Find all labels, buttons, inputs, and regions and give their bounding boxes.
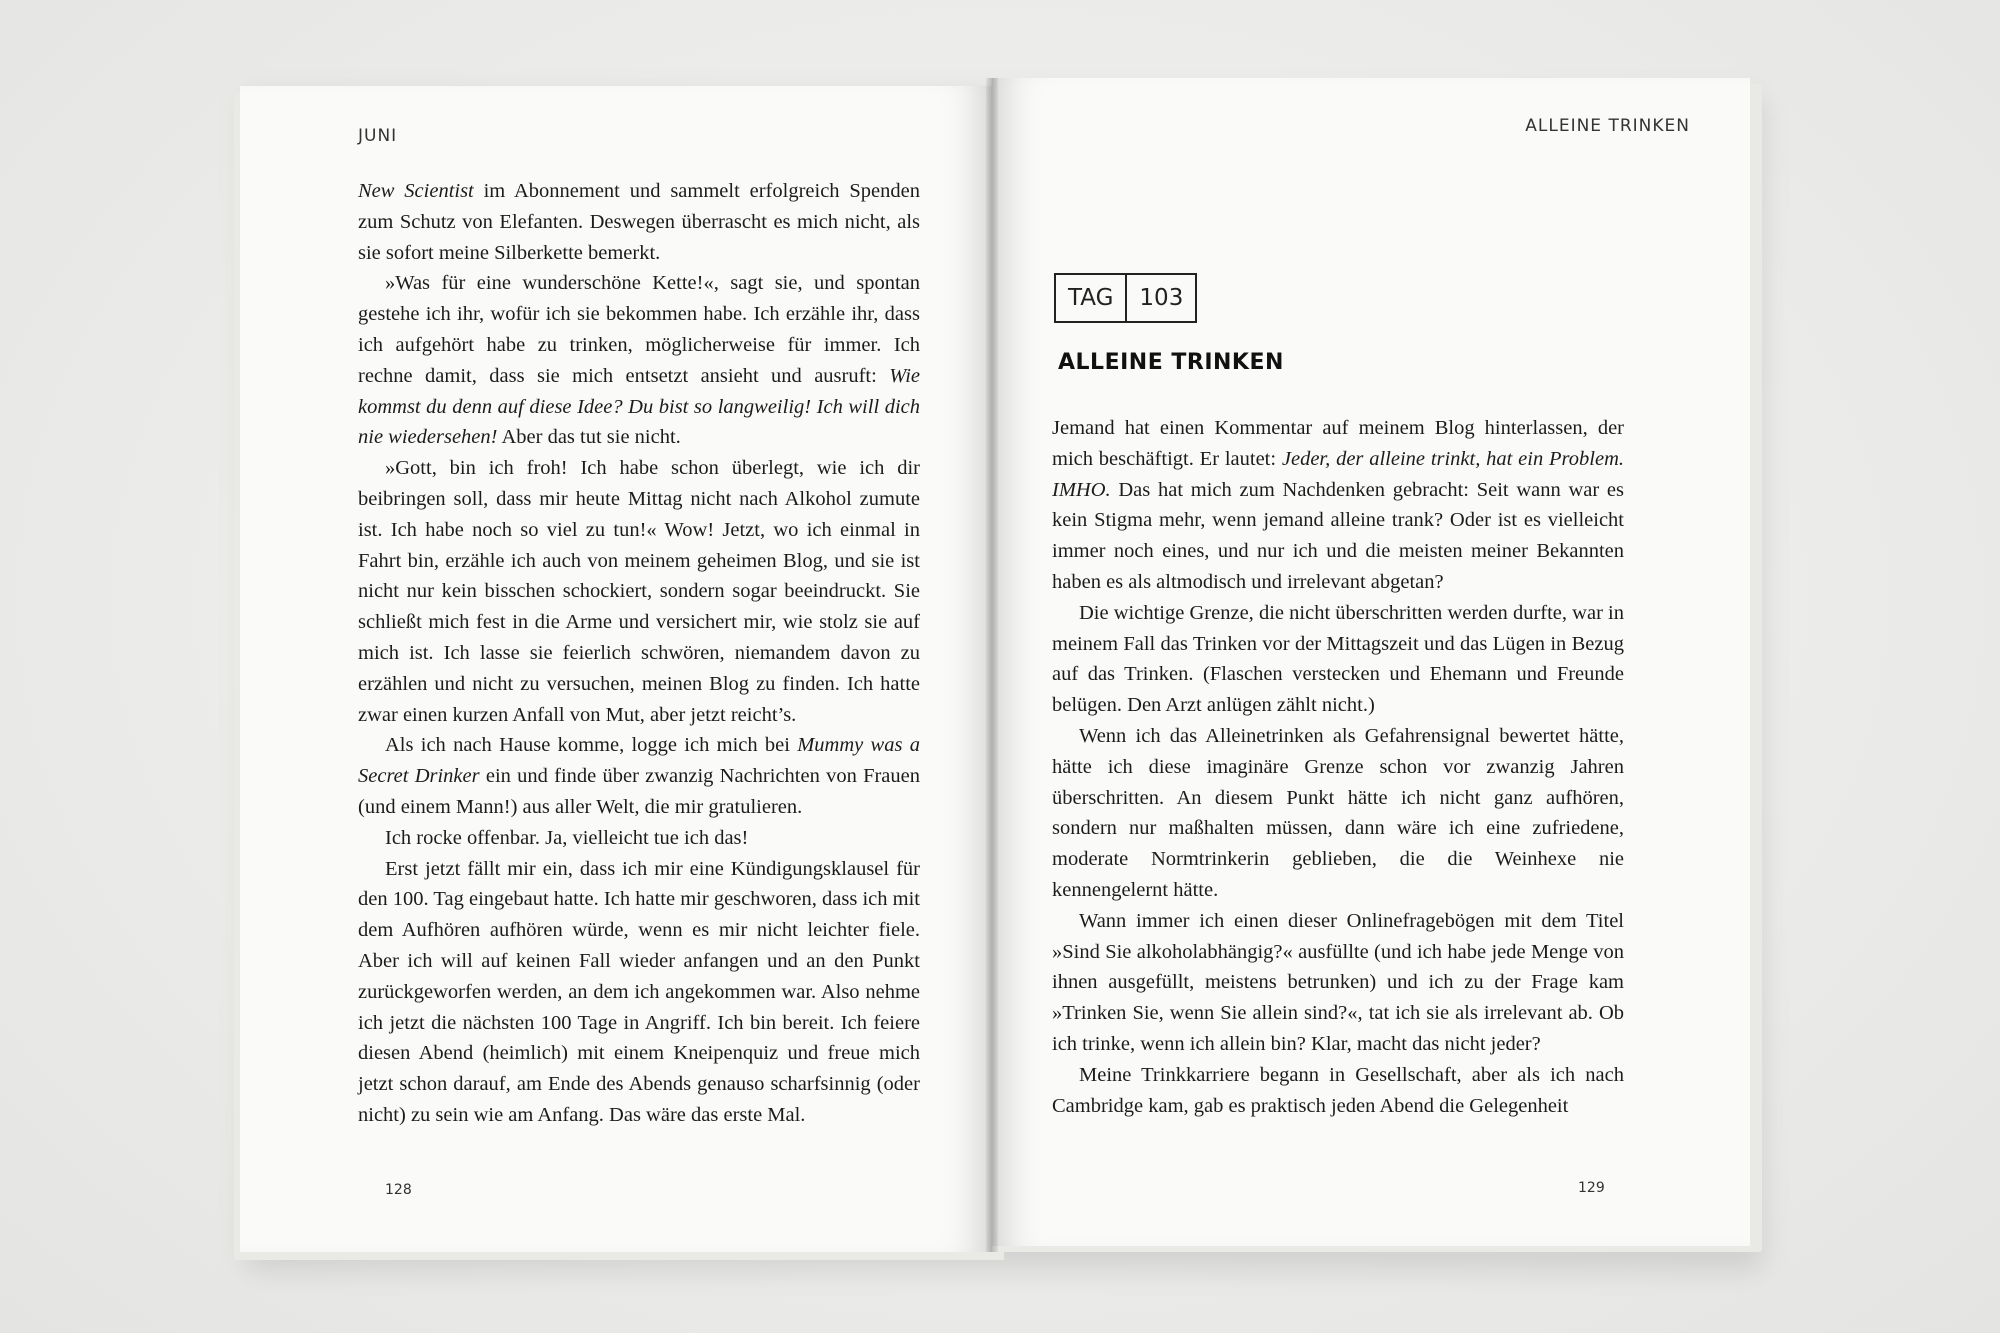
book-gutter	[986, 78, 998, 1252]
right-page	[992, 78, 1750, 1246]
paragraph	[358, 730, 920, 822]
paragraph	[1052, 598, 1624, 721]
day-box	[1054, 273, 1197, 323]
text-run: Aber das tut sie nicht.	[497, 426, 681, 449]
running-head-left: JUNI	[358, 126, 398, 146]
paragraph	[358, 823, 920, 854]
text-run: Wenn ich das Alleinetrinken als Gefahrensignal bewertet hätte, hätte ich diese imaginäre Grenze schon vor zwanzig Jahren überschritten. An diesem Punkt hätte ich nicht ganz aufhören, sondern nur maßhalten müssen, dann wäre ich eine zufriedene, moderate Normtrinkerin geblieben, die die Weinhexe nie kennengelernt hätte.	[1052, 724, 1624, 901]
italic-text: New Scientist	[358, 180, 474, 202]
italic-text: Mummy was a Secret Drinker	[358, 734, 920, 788]
paragraph	[1052, 906, 1624, 1060]
chapter-title: ALLEINE TRINKEN	[1058, 350, 1284, 375]
running-head-right: ALLEINE TRINKEN	[1525, 116, 1690, 136]
paragraph	[1052, 721, 1624, 906]
page-number-right: 129	[1578, 1180, 1605, 1196]
text-run: »Was für eine wunderschöne Kette!«, sagt sie, und spontan gestehe ich ihr, wofür ich sie bekommen habe. Ich erzähle ihr, dass ich aufgehört habe zu trinken, möglicherweise für immer. Ich rechne damit, dass sie mich entsetzt ansieht und ausruft:	[358, 272, 920, 387]
text-run: ein und finde über zwanzig Nachrichten von Frauen (und einem Mann!) aus aller Welt, die mir gratulieren.	[358, 765, 920, 818]
paragraph	[1052, 413, 1624, 598]
text-run: im Abonnement und sammelt erfolgreich Spenden zum Schutz von Elefanten. Deswegen überrascht es mich nicht, als sie sofort meine Silberkette bemerkt.	[358, 180, 920, 264]
left-body-text	[358, 176, 920, 1131]
day-number: 103	[1125, 275, 1195, 321]
paragraph	[1052, 1060, 1624, 1122]
text-run: Wann immer ich einen dieser Onlinefragebögen mit dem Titel »Sind Sie alkoholabhängig?« ausfüllte (und ich habe jede Menge von ihnen ausgefüllt, meistens betrunken) und ich zu der Frage kam »Trinken Sie, wenn Sie allein sind?«, tat ich sie als irrelevant ab. Ob ich trinke, wenn ich allein bin? Klar, macht das nicht jeder?	[1052, 909, 1624, 1055]
text-run: Als ich nach Hause komme, logge ich mich bei	[385, 734, 798, 757]
paragraph	[358, 176, 920, 268]
italic-text: Wie kommst du denn auf diese Idee? Du bist so langweilig! Ich will dich nie wiedersehen!	[358, 364, 920, 449]
paragraph	[358, 268, 920, 453]
paragraph	[358, 453, 920, 730]
text-run: Jemand hat einen Kommentar auf meinem Blog hinterlassen, der mich beschäftigt. Er lautet:	[1052, 417, 1624, 470]
paragraph	[358, 854, 920, 1131]
left-page	[240, 86, 992, 1252]
text-run: Die wichtige Grenze, die nicht überschritten werden durfte, war in meinem Fall das Trinken vor der Mittagszeit und das Lügen in Bezug auf das Trinken. (Flaschen verstecken und Ehemann und Freunde belügen. Den Arzt anlügen zählt nicht.)	[1052, 601, 1624, 717]
text-run: Meine Trinkkarriere begann in Gesellschaft, aber als ich nach Cambridge kam, gab es praktisch jeden Abend die Gelegenheit	[1052, 1063, 1624, 1117]
page-number-left: 128	[385, 1182, 412, 1198]
text-run: Erst jetzt fällt mir ein, dass ich mir eine Kündigungsklausel für den 100. Tag eingebaut hatte. Ich hatte mir geschworen, dass ich mit dem Aufhören aufhören würde, wenn es mir nicht leichter fiele. Aber ich will auf keinen Fall wieder anfangen und an den Punkt zurückgeworfen werden, an dem ich angekommen war. Also nehme ich jetzt die nächsten 100 Tage in Angriff. Ich bin bereit. Ich feiere diesen Abend (heimlich) mit einem Kneipenquiz und freue mich jetzt schon darauf, am Ende des Abends genauso scharfsinnig (oder nicht) zu sein wie am Anfang. Das wäre das erste Mal.	[358, 857, 920, 1126]
text-run: »Gott, bin ich froh! Ich habe schon überlegt, wie ich dir beibringen soll, dass mir heute Mittag nicht nach Alkohol zumute ist. Ich habe noch so viel zu tun!« Wow! Jetzt, wo ich einmal in Fahrt bin, erzähle ich auch von meinem geheimen Blog, und sie ist nicht nur kein bisschen schockiert, sondern sogar beeindruckt. Sie schließt mich fest in die Arme und versichert mir, wie stolz sie auf mich ist. Ich lasse sie feierlich schwören, niemandem davon zu erzählen und nicht zu versuchen, meinen Blog zu finden. Ich hatte zwar einen kurzen Anfall von Mut, aber jetzt reicht’s.	[358, 457, 920, 726]
italic-text: Jeder, der alleine trinkt, hat ein Problem. IMHO.	[1052, 447, 1624, 501]
day-label: TAG	[1068, 285, 1114, 311]
text-run: Ich rocke offenbar. Ja, vielleicht tue ich das!	[385, 826, 749, 849]
text-run: Das hat mich zum Nachdenken gebracht: Seit wann war es kein Stigma mehr, wenn jemand alleine trank? Oder ist es vielleicht immer noch eines, und nur ich und die meisten meiner Bekannten haben es als altmodisch und irrelevant abgetan?	[1052, 478, 1624, 593]
right-body-text	[1052, 413, 1624, 1121]
